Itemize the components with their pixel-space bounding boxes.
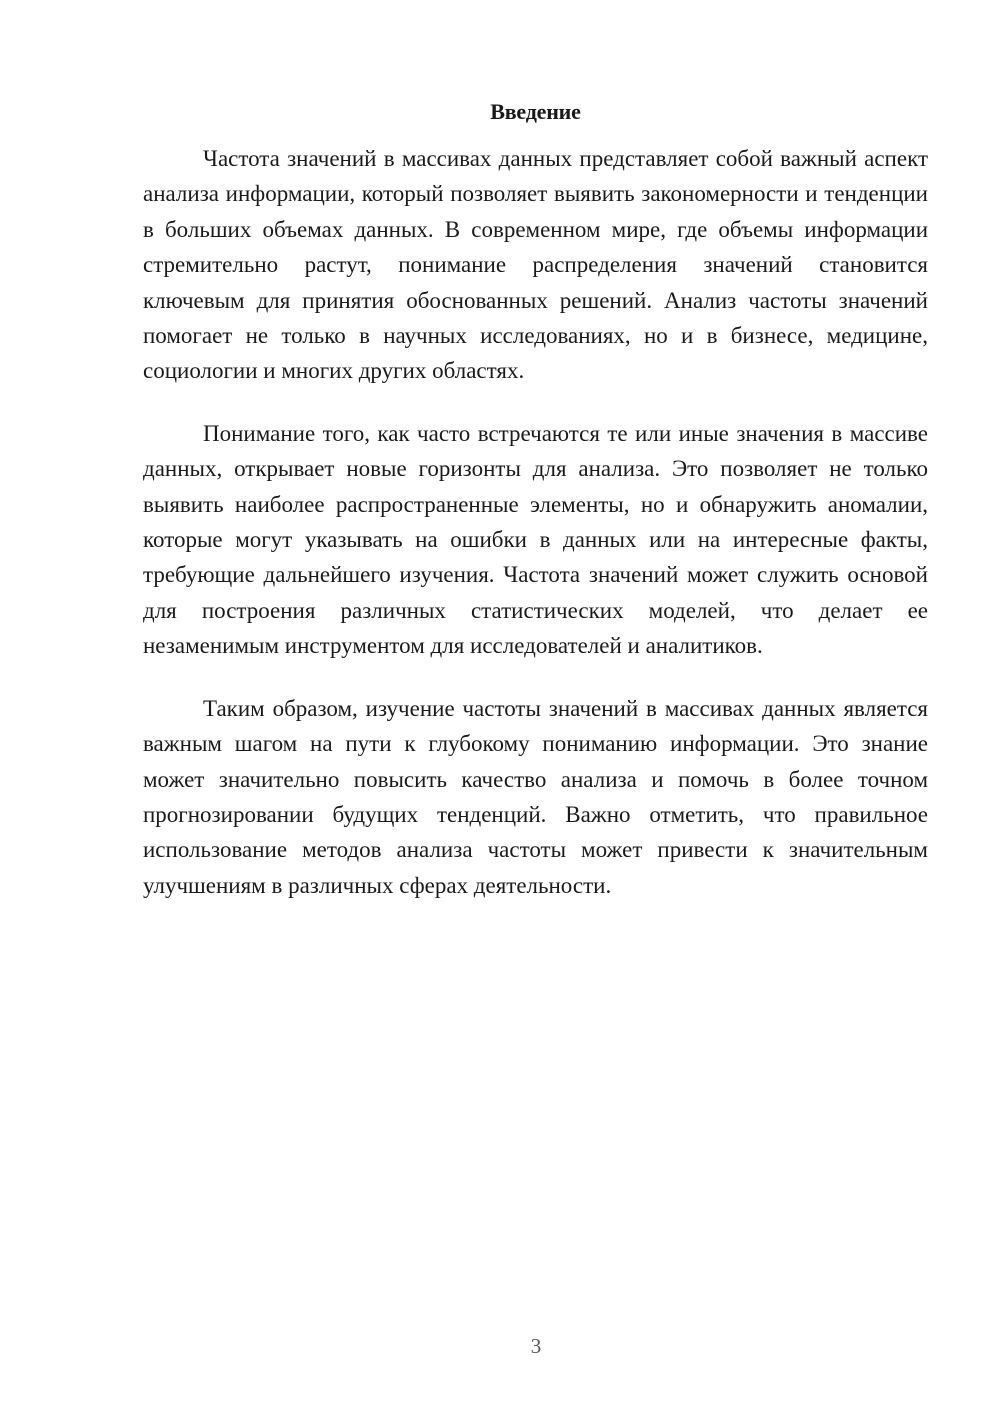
paragraph-2: Понимание того, как часто встречаются те или иные значения в массиве данных, открывает новые горизонты для анализа. Это позволяет не только выявить наиболее распространенные элементы, но и обнаружить аномалии, которые могут указывать на ошибки в данных или на интересные факты, требующие дальнейшего изучения. Частота значений может служить основой для построения различных статистических моделей, что делает ее незаменимым инструментом для исследователей и аналитиков. (143, 420, 928, 659)
section-title: Введение (490, 99, 581, 124)
paragraph-1: Частота значений в массивах данных представляет собой важный аспект анализа информации, который позволяет выявить закономерности и тенденции в больших объемах данных. В современном мире, где объемы информации стремительно растут, понимание распределения значений становится ключевым для принятия обоснованных решений. Анализ частоты значений помогает не только в научных исследованиях, но и в бизнесе, медицине, социологии и многих других областях. (143, 146, 928, 384)
page-content (143, 94, 928, 903)
page-number: 3 (530, 1334, 542, 1358)
paragraph-3: Таким образом, изучение частоты значений в массивах данных является важным шагом на пути к глубокому пониманию информации. Это знание может значительно повысить качество анализа и помочь в более точном прогнозировании будущих тенденций. Важно отметить, что правильное использование методов анализа частоты может привести к значительным улучшениям в различных сферах деятельности. (143, 695, 928, 898)
